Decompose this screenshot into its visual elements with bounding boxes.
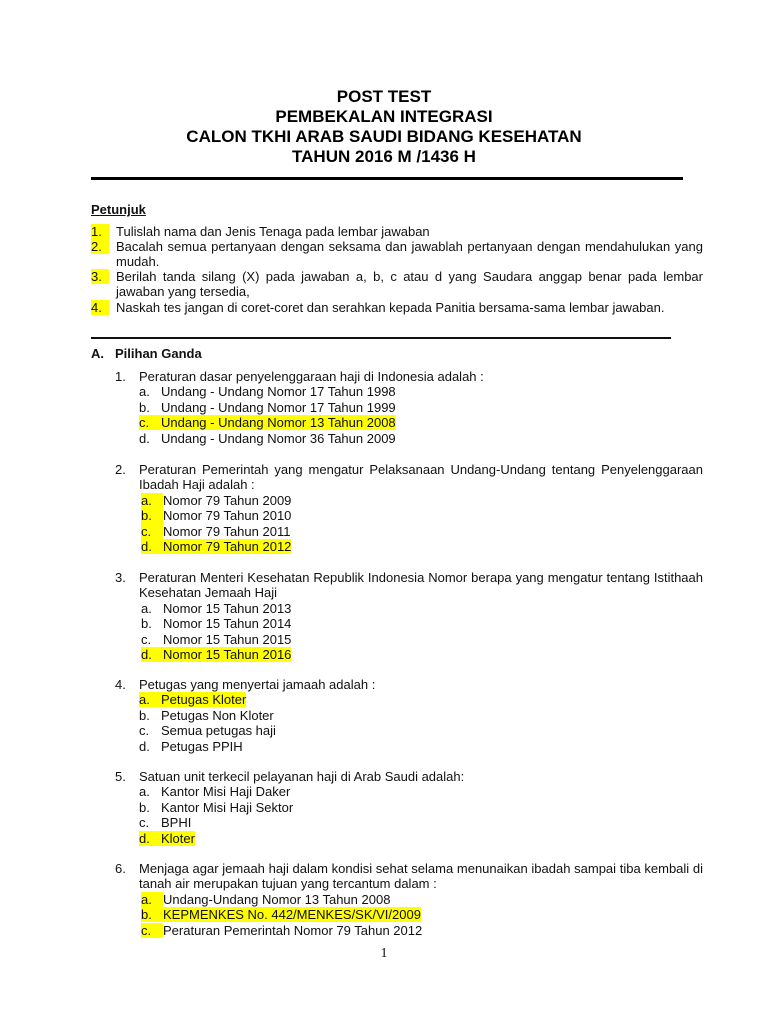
option-letter: b. (139, 799, 150, 815)
option-text: Nomor 79 Tahun 2009 (163, 492, 292, 508)
option-c (141, 632, 703, 647)
options-list (139, 692, 703, 754)
title-line: TAHUN 2016 M /1436 H (292, 147, 476, 166)
option-text: Undang - Undang Nomor 17 Tahun 1998 (161, 384, 396, 400)
option-text: Nomor 79 Tahun 2012 (163, 538, 292, 554)
title-line: POST TEST (336, 87, 432, 106)
option-letter: a. (139, 784, 150, 800)
option-letter: a. (141, 600, 152, 616)
question-4 (115, 677, 703, 754)
option-letter: a. (141, 892, 163, 907)
instruction-number: 4. (91, 300, 109, 315)
option-d-answer (141, 647, 703, 662)
question-text: Peraturan Pemerintah yang mengatur Pelaksanaan Undang-Undang tentang Penyelenggaraan Ibadah Haji adalah : (139, 462, 703, 493)
instruction-item (91, 300, 703, 315)
instructions-divider (91, 337, 671, 339)
option-text: Nomor 79 Tahun 2010 (163, 508, 292, 524)
option-c (141, 524, 703, 539)
option-letter: c. (141, 631, 152, 647)
option-letter: b. (141, 508, 163, 523)
option-letter: d. (139, 738, 150, 754)
option-letter: b. (139, 399, 150, 415)
option-d (139, 739, 703, 754)
question-number: 6. (115, 861, 126, 876)
options-list (139, 601, 703, 663)
answer-highlight (141, 647, 291, 662)
option-b (139, 800, 703, 815)
question-5 (115, 769, 703, 846)
question-number: 3. (115, 570, 126, 585)
options-list (139, 892, 703, 938)
option-a-answer (139, 692, 703, 707)
option-letter: d. (139, 830, 150, 846)
question-text: Petugas yang menyertai jamaah adalah : (139, 677, 376, 692)
option-letter: b. (141, 907, 152, 923)
document-title (0, 87, 768, 167)
answer-highlight (141, 907, 421, 922)
option-text: KEPMENKES No. 442/MENKES/SK/VI/2009 (163, 907, 421, 923)
option-letter: a. (141, 493, 163, 508)
option-text: Kloter (161, 830, 195, 846)
option-text: Undang - Undang Nomor 13 Tahun 2008 (161, 415, 396, 431)
option-text: BPHI (161, 815, 192, 831)
option-text: Kantor Misi Haji Daker (161, 784, 291, 800)
option-a (141, 892, 703, 907)
option-text: Nomor 15 Tahun 2016 (163, 646, 292, 662)
instruction-text: Berilah tanda silang (X) pada jawaban a, b, c atau d yang Saudara anggap benar pada lembar jawaban yang tersedia, (116, 269, 703, 300)
question-text: Peraturan Menteri Kesehatan Republik Indonesia Nomor berapa yang mengatur tentang Istithaah Kesehatan Jemaah Haji (139, 570, 703, 601)
option-text: Nomor 15 Tahun 2014 (163, 616, 292, 632)
option-b (139, 708, 703, 723)
option-text: Kantor Misi Haji Sektor (161, 799, 294, 815)
answer-highlight (139, 415, 396, 430)
instruction-text: Tulislah nama dan Jenis Tenaga pada lembar jawaban (116, 224, 430, 239)
instruction-item (91, 239, 703, 269)
question-text: Satuan unit terkecil pelayanan haji di Arab Saudi adalah: (139, 769, 465, 784)
option-a (139, 784, 703, 799)
option-letter: b. (139, 707, 150, 723)
answer-highlight (139, 831, 195, 846)
title-divider (91, 177, 683, 180)
option-letter: c. (141, 524, 163, 539)
section-letter: A. (91, 346, 104, 361)
option-letter: d. (141, 646, 152, 662)
option-text: Petugas PPIH (161, 738, 243, 754)
instruction-item (91, 269, 703, 299)
question-6 (115, 861, 703, 938)
instructions-heading: Petunjuk (91, 202, 146, 217)
option-letter: d. (139, 430, 150, 446)
option-text: Undang - Undang Nomor 17 Tahun 1999 (161, 399, 396, 415)
option-b (139, 400, 703, 415)
option-text: Petugas Kloter (161, 692, 247, 708)
option-letter: a. (139, 384, 150, 400)
answer-highlight (141, 539, 291, 554)
section-title: Pilihan Ganda (115, 346, 202, 361)
instruction-number: 2. (91, 239, 109, 254)
options-list (139, 384, 703, 446)
option-d (139, 431, 703, 446)
option-a (141, 493, 703, 508)
instruction-number: 1. (91, 224, 109, 239)
option-text: Undang - Undang Nomor 36 Tahun 2009 (161, 430, 396, 446)
question-number: 4. (115, 677, 126, 692)
option-text: Undang-Undang Nomor 13 Tahun 2008 (163, 891, 391, 907)
option-c-answer (139, 415, 703, 430)
option-c (139, 723, 703, 738)
option-c (141, 923, 703, 938)
option-a (141, 601, 703, 616)
question-2 (115, 462, 703, 554)
option-letter: c. (139, 723, 150, 739)
option-text: Peraturan Pemerintah Nomor 79 Tahun 2012 (163, 922, 423, 938)
option-c (139, 815, 703, 830)
option-letter: d. (141, 538, 152, 554)
option-letter: c. (141, 923, 163, 938)
question-number: 5. (115, 769, 126, 784)
question-text: Menjaga agar jemaah haji dalam kondisi sehat selama menunaikan ibadah sampai tiba kembali di tanah air merupakan tujuan yang tercantum dalam : (139, 861, 703, 892)
option-b-answer (141, 907, 703, 922)
option-text: Petugas Non Kloter (161, 707, 274, 723)
instruction-item (91, 224, 703, 239)
page-number: 1 (380, 946, 388, 961)
title-line: PEMBEKALAN INTEGRASI (275, 107, 493, 126)
option-letter: c. (139, 415, 150, 431)
title-line: CALON TKHI ARAB SAUDI BIDANG KESEHATAN (186, 127, 582, 146)
option-text: Semua petugas haji (161, 723, 276, 739)
option-letter: a. (139, 692, 150, 708)
option-d-answer (139, 831, 703, 846)
question-number: 1. (115, 369, 126, 384)
option-b (141, 508, 703, 523)
options-list (139, 493, 703, 555)
question-number: 2. (115, 462, 126, 477)
instruction-text: Naskah tes jangan di coret-coret dan serahkan kepada Panitia bersama-sama lembar jawaban. (116, 300, 665, 315)
option-b (141, 616, 703, 631)
option-a (139, 384, 703, 399)
option-text: Nomor 15 Tahun 2015 (163, 631, 292, 647)
question-text: Peraturan dasar penyelenggaraan haji di Indonesia adalah : (139, 369, 484, 384)
section-heading (91, 346, 202, 361)
instruction-number: 3. (91, 269, 109, 284)
option-text: Nomor 15 Tahun 2013 (163, 600, 292, 616)
options-list (139, 784, 703, 846)
answer-highlight (139, 692, 246, 707)
option-letter: b. (141, 616, 152, 632)
option-text: Nomor 79 Tahun 2011 (163, 523, 291, 539)
question-3 (115, 570, 703, 662)
question-1 (115, 369, 703, 446)
instruction-text: Bacalah semua pertanyaan dengan seksama dan jawablah pertanyaan dengan mendahulukan yang mudah. (116, 239, 703, 270)
option-d-answer (141, 539, 703, 554)
option-letter: c. (139, 815, 150, 831)
